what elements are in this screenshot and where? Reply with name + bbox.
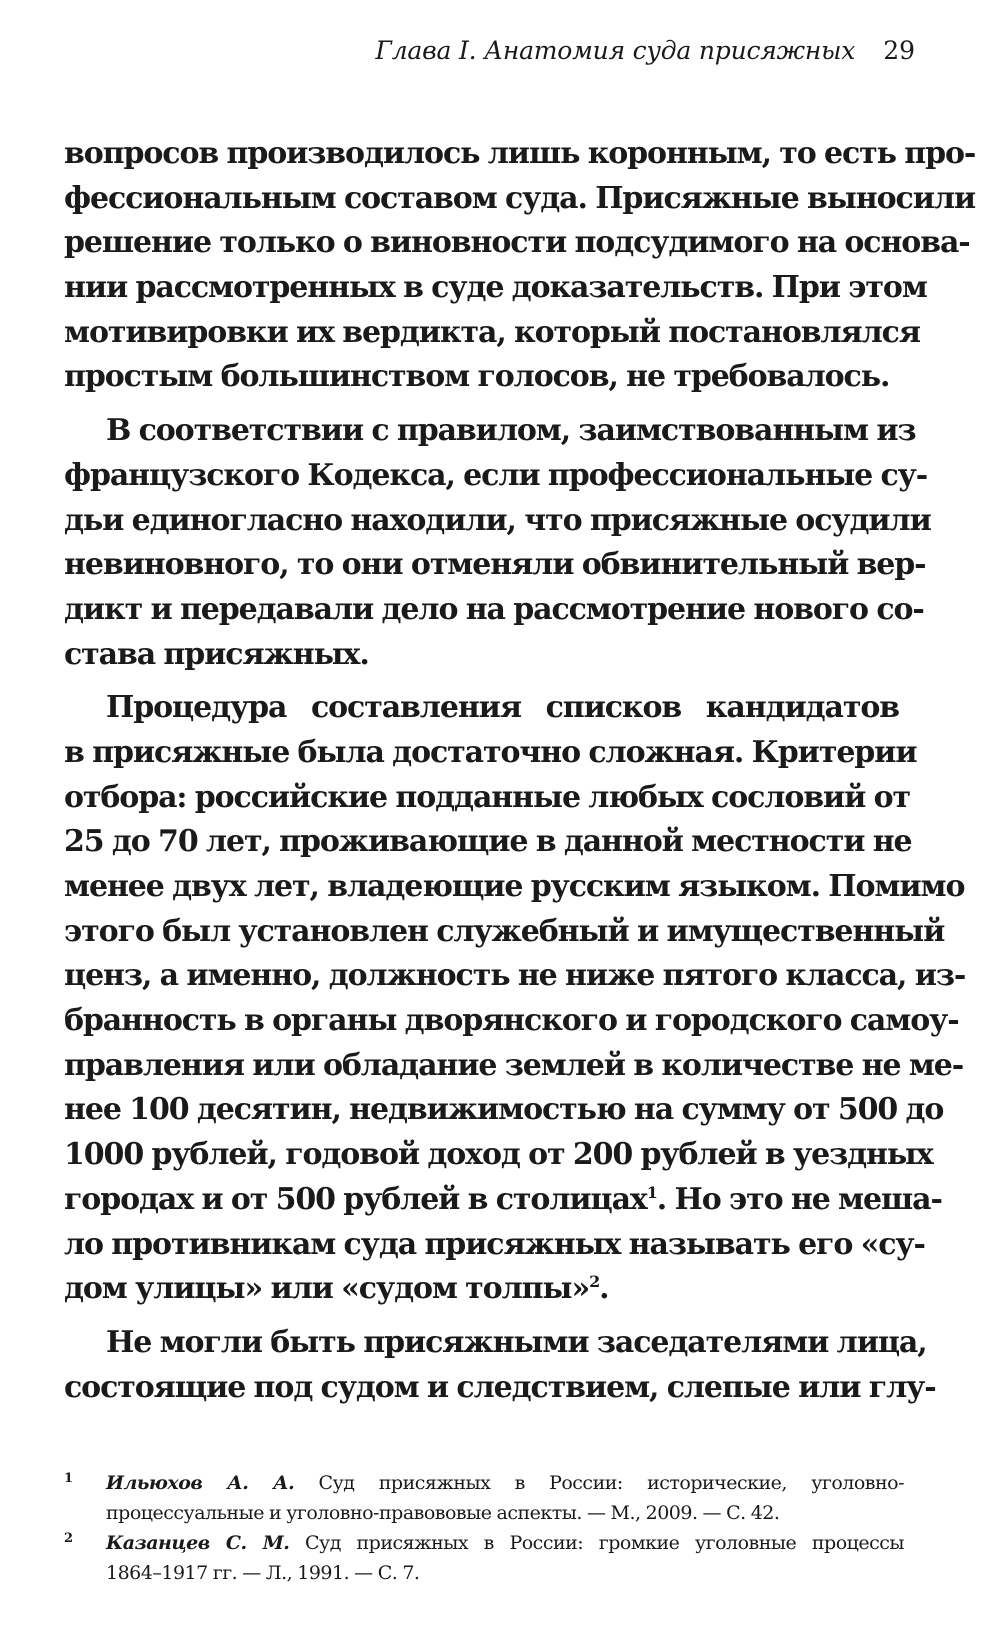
text-line: ценз, а именно, должность не ниже пятого класса, из- bbox=[64, 958, 966, 994]
text-line: дьи единогласно находили, что присяжные осудили bbox=[64, 502, 931, 538]
text-line: фессиональным составом суда. Присяжные выносили bbox=[64, 180, 976, 216]
footnotes bbox=[64, 1468, 904, 1588]
paragraph-3 bbox=[64, 686, 966, 1312]
footnote-line: процессуальные и уголовно-правововые аспекты. — М., 2009. — С. 42. bbox=[106, 1502, 780, 1524]
paragraph-1 bbox=[64, 132, 976, 400]
footnote-marker: 2 bbox=[64, 1531, 73, 1546]
text-line: мотивировки их вердикта, который постановлялся bbox=[64, 314, 920, 350]
text-line: простым большинством голосов, не требовалось. bbox=[64, 359, 890, 395]
text-line: дикт и передавали дело на рассмотрение нового со- bbox=[64, 591, 924, 627]
text-line: 25 до 70 лет, проживающие в данной местности не bbox=[64, 824, 912, 860]
footnote-author: Казанцев С. М. bbox=[106, 1532, 290, 1554]
footnote-ref-1[interactable]: 1 bbox=[646, 1182, 657, 1202]
text-line: В соответствии с правилом, заимствованным из bbox=[106, 413, 916, 449]
text-line: состоящие под судом и следствием, слепые или глу- bbox=[64, 1369, 936, 1405]
text-line: 1000 рублей, годовой доход от 200 рублей в уездных bbox=[64, 1137, 933, 1173]
footnote-line: 1864–1917 гг. — Л., 1991. — С. 7. bbox=[106, 1562, 420, 1584]
page-number: 29 bbox=[883, 36, 915, 65]
footnote-line bbox=[106, 1528, 904, 1558]
text-line: ло противникам суда присяжных называть его «су- bbox=[64, 1226, 925, 1262]
text-fragment: городах и от 500 рублей в столицах bbox=[64, 1181, 647, 1217]
text-fragment: дом улицы» или «судом толпы» bbox=[64, 1271, 590, 1307]
text-line: решение только о виновности подсудимого на основа- bbox=[64, 225, 970, 261]
text-fragment: . Но это не меша- bbox=[656, 1181, 942, 1217]
footnote-marker: 1 bbox=[64, 1471, 73, 1486]
footnote-text: Суд присяжных в России: громкие уголовные процессы bbox=[289, 1532, 905, 1554]
text-line: невиновного, то они отменяли обвинительный вер- bbox=[64, 547, 926, 583]
text-line: бранность в органы дворянского и городского самоу- bbox=[64, 1003, 959, 1039]
main-text bbox=[64, 132, 976, 1410]
text-line: правления или обладание землей в количестве не ме- bbox=[64, 1047, 964, 1083]
text-line: в присяжные была достаточно сложная. Критерии bbox=[64, 734, 917, 770]
text-line: французского Кодекса, если профессиональные су- bbox=[64, 457, 928, 493]
paragraph-4 bbox=[64, 1321, 936, 1410]
footnote-1 bbox=[64, 1468, 904, 1528]
text-line: менее двух лет, владеющие русским языком. Помимо bbox=[64, 869, 965, 904]
text-line: става присяжных. bbox=[64, 636, 369, 672]
running-head bbox=[60, 36, 915, 76]
footnote-2 bbox=[64, 1528, 904, 1588]
footnote-ref-2[interactable]: 2 bbox=[589, 1272, 600, 1292]
text-line: нее 100 десятин, недвижимостью на сумму от 500 до bbox=[64, 1092, 944, 1128]
footnote-line bbox=[106, 1468, 904, 1498]
text-line: отбора: российские подданные любых сословий от bbox=[64, 779, 911, 815]
chapter-title: Глава I. Анатомия суда присяжных bbox=[375, 36, 856, 65]
footnote-text: Суд присяжных в России: исторические, уголовно- bbox=[294, 1472, 904, 1494]
text-line: Процедура составления списков кандидатов bbox=[106, 690, 899, 726]
text-line: Не могли быть присяжными заседателями лица, bbox=[106, 1324, 927, 1360]
footnote-author: Ильюхов А. А. bbox=[106, 1472, 295, 1494]
text-line bbox=[64, 1178, 942, 1223]
text-line: вопросов производилось лишь коронным, то есть про- bbox=[64, 136, 976, 171]
paragraph-2 bbox=[64, 409, 931, 677]
text-line: этого был установлен служебный и имущественный bbox=[64, 913, 945, 949]
text-fragment: . bbox=[599, 1271, 609, 1307]
text-line bbox=[64, 1267, 899, 1312]
text-line: нии рассмотренных в суде доказательств. При этом bbox=[64, 270, 927, 306]
